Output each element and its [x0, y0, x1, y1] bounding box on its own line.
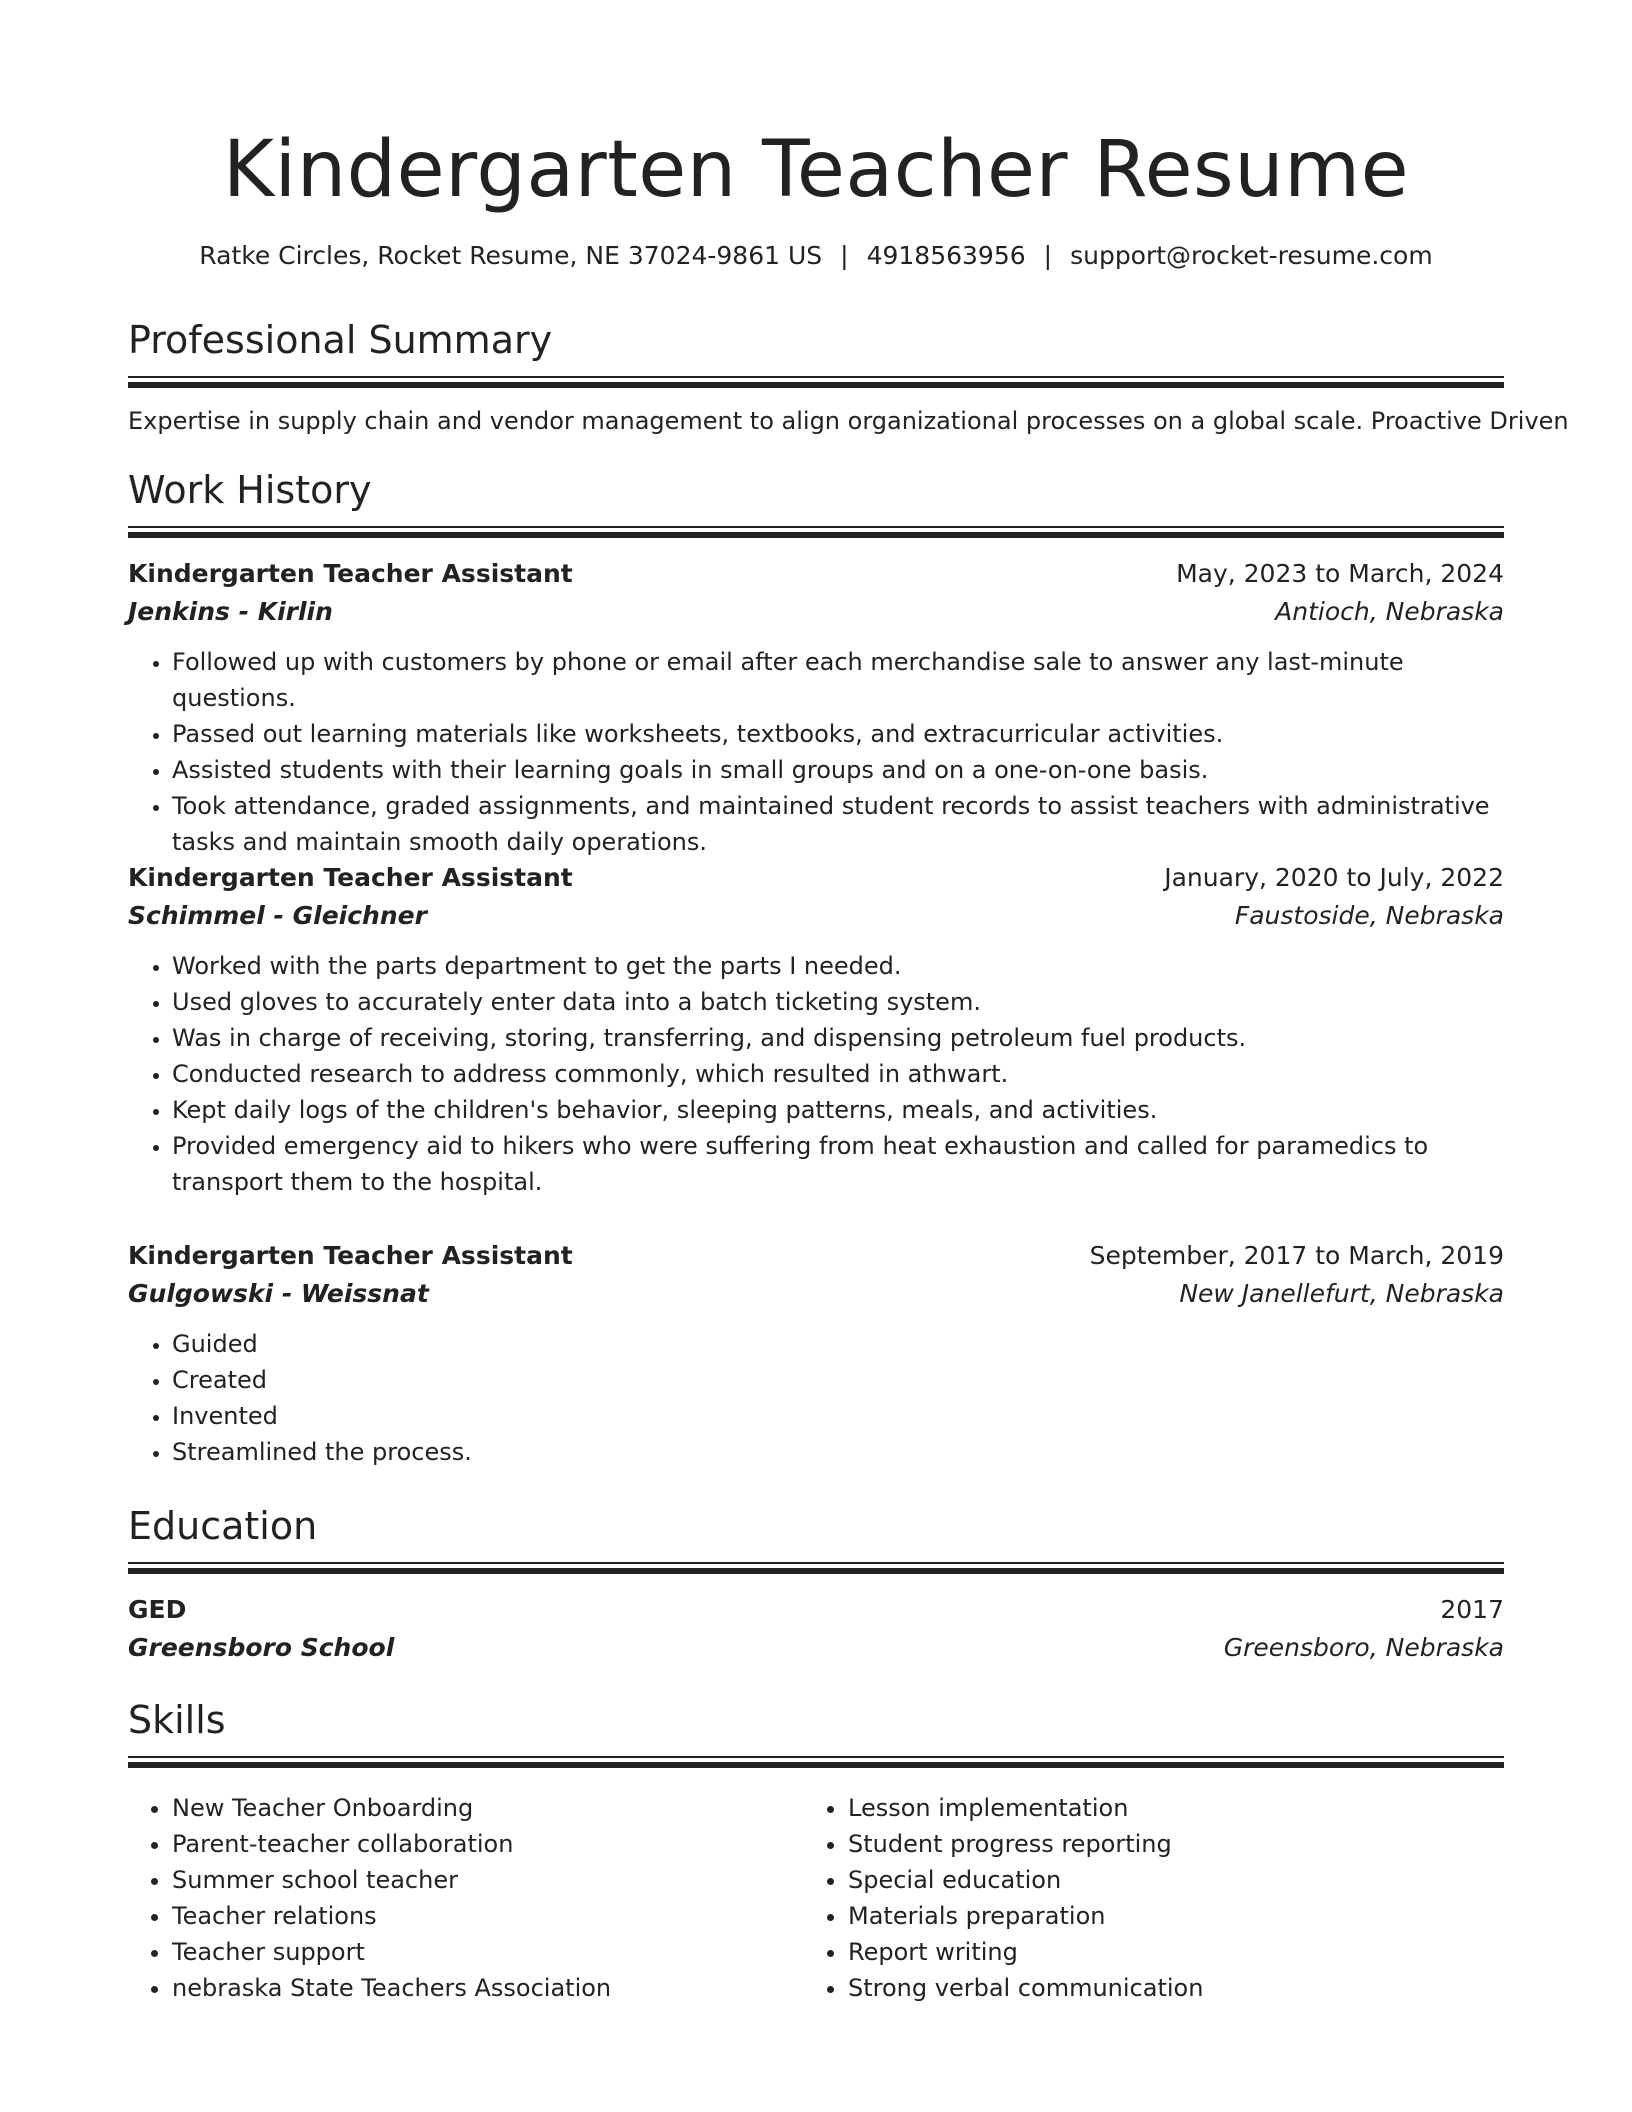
- education-year: 2017: [1440, 1595, 1504, 1624]
- list-item: • Provided emergency aid to hikers who were suffering from heat exhaustion and called for paramedics to transport them to the hospital.: [172, 1128, 1504, 1200]
- education-location: Greensboro, Nebraska: [1223, 1633, 1504, 1662]
- skill-item: • Special education: [848, 1862, 1480, 1898]
- job-dates: September, 2017 to March, 2019: [1089, 1241, 1504, 1270]
- contact-phone: 4918563956: [866, 241, 1026, 270]
- section-education-header: [128, 1502, 1504, 1574]
- skill-item: • Strong verbal communication: [848, 1970, 1480, 2006]
- skill-item: • Teacher relations: [172, 1898, 804, 1934]
- section-rule-thick: [128, 1568, 1504, 1574]
- section-rule-thick: [128, 382, 1504, 388]
- job-entry: [128, 556, 1504, 860]
- education-entry: [128, 1592, 1504, 1666]
- job-location: Antioch, Nebraska: [1275, 597, 1504, 626]
- list-item: • Kept daily logs of the children's behavior, sleeping patterns, meals, and activities.: [172, 1092, 1504, 1128]
- skill-item: • Parent-teacher collaboration: [172, 1826, 804, 1862]
- skill-item: • nebraska State Teachers Association: [172, 1970, 804, 2006]
- job-entry: [128, 860, 1504, 1200]
- section-rule-thin: [128, 1756, 1504, 1758]
- resume-title: Kindergarten Teacher Resume: [222, 125, 1410, 215]
- job-title: Kindergarten Teacher Assistant: [128, 863, 573, 892]
- job-company: Schimmel - Gleichner: [128, 901, 427, 930]
- skill-item: • Summer school teacher: [172, 1862, 804, 1898]
- list-item: • Streamlined the process.: [172, 1434, 1504, 1470]
- summary-text: Expertise in supply chain and vendor management to align organizational processes on a global scale. Proactive Driven: [128, 407, 1569, 435]
- job-dates: May, 2023 to March, 2024: [1176, 559, 1504, 588]
- job-dates: January, 2020 to July, 2022: [1164, 863, 1504, 892]
- section-heading: Work History: [128, 468, 372, 512]
- skill-item: • Teacher support: [172, 1934, 804, 1970]
- section-rule-thin: [128, 526, 1504, 528]
- education-degree: GED: [128, 1595, 187, 1624]
- contact-separator: |: [1043, 241, 1053, 270]
- section-skills-header: [128, 1696, 1504, 1768]
- section-heading: Professional Summary: [128, 318, 553, 362]
- list-item: • Passed out learning materials like worksheets, textbooks, and extracurricular activities.: [172, 716, 1504, 752]
- job-bullets: [128, 1326, 1504, 1470]
- job-title: Kindergarten Teacher Assistant: [128, 1241, 573, 1270]
- job-company: Gulgowski - Weissnat: [128, 1279, 429, 1308]
- job-location: Faustoside, Nebraska: [1234, 901, 1504, 930]
- section-rule-thick: [128, 1762, 1504, 1768]
- contact-separator: |: [840, 241, 849, 270]
- list-item: • Created: [172, 1362, 1504, 1398]
- job-title: Kindergarten Teacher Assistant: [128, 559, 573, 588]
- skill-item: • Materials preparation: [848, 1898, 1480, 1934]
- skill-item: • Student progress reporting: [848, 1826, 1480, 1862]
- job-company: Jenkins - Kirlin: [128, 597, 333, 626]
- section-rule-thick: [128, 532, 1504, 538]
- section-heading: Skills: [128, 1698, 226, 1742]
- skills-column-left: [128, 1790, 804, 2006]
- list-item: • Took attendance, graded assignments, and maintained student records to assist teachers with administrative tasks and maintain smooth daily operations.: [172, 788, 1504, 860]
- section-summary-header: [128, 316, 1504, 388]
- contact-email: support@rocket-resume.com: [1070, 241, 1433, 270]
- section-work-header: [128, 466, 1504, 538]
- education-school: Greensboro School: [128, 1633, 395, 1662]
- list-item: • Used gloves to accurately enter data into a batch ticketing system.: [172, 984, 1504, 1020]
- section-rule-thin: [128, 376, 1504, 378]
- contact-address: Ratke Circles, Rocket Resume, NE 37024-9861 US: [199, 241, 823, 270]
- skill-item: • New Teacher Onboarding: [172, 1790, 804, 1826]
- job-bullets: [128, 948, 1504, 1200]
- section-heading: Education: [128, 1504, 318, 1548]
- list-item: • Invented: [172, 1398, 1504, 1434]
- list-item: • Conducted research to address commonly, which resulted in athwart.: [172, 1056, 1504, 1092]
- job-bullets: [128, 644, 1504, 860]
- job-entry: [128, 1238, 1504, 1470]
- skills-list: [128, 1790, 1504, 2006]
- skill-item: • Report writing: [848, 1934, 1480, 1970]
- job-location: New Janellefurt, Nebraska: [1179, 1279, 1504, 1308]
- list-item: • Worked with the parts department to get the parts I needed.: [172, 948, 1504, 984]
- list-item: • Guided: [172, 1326, 1504, 1362]
- list-item: • Was in charge of receiving, storing, transferring, and dispensing petroleum fuel products.: [172, 1020, 1504, 1056]
- skills-column-right: [804, 1790, 1480, 2006]
- skill-item: • Lesson implementation: [848, 1790, 1480, 1826]
- section-rule-thin: [128, 1562, 1504, 1564]
- list-item: • Assisted students with their learning goals in small groups and on a one-on-one basis.: [172, 752, 1504, 788]
- contact-line: [128, 238, 1504, 274]
- list-item: • Followed up with customers by phone or email after each merchandise sale to answer any last-minute questions.: [172, 644, 1504, 716]
